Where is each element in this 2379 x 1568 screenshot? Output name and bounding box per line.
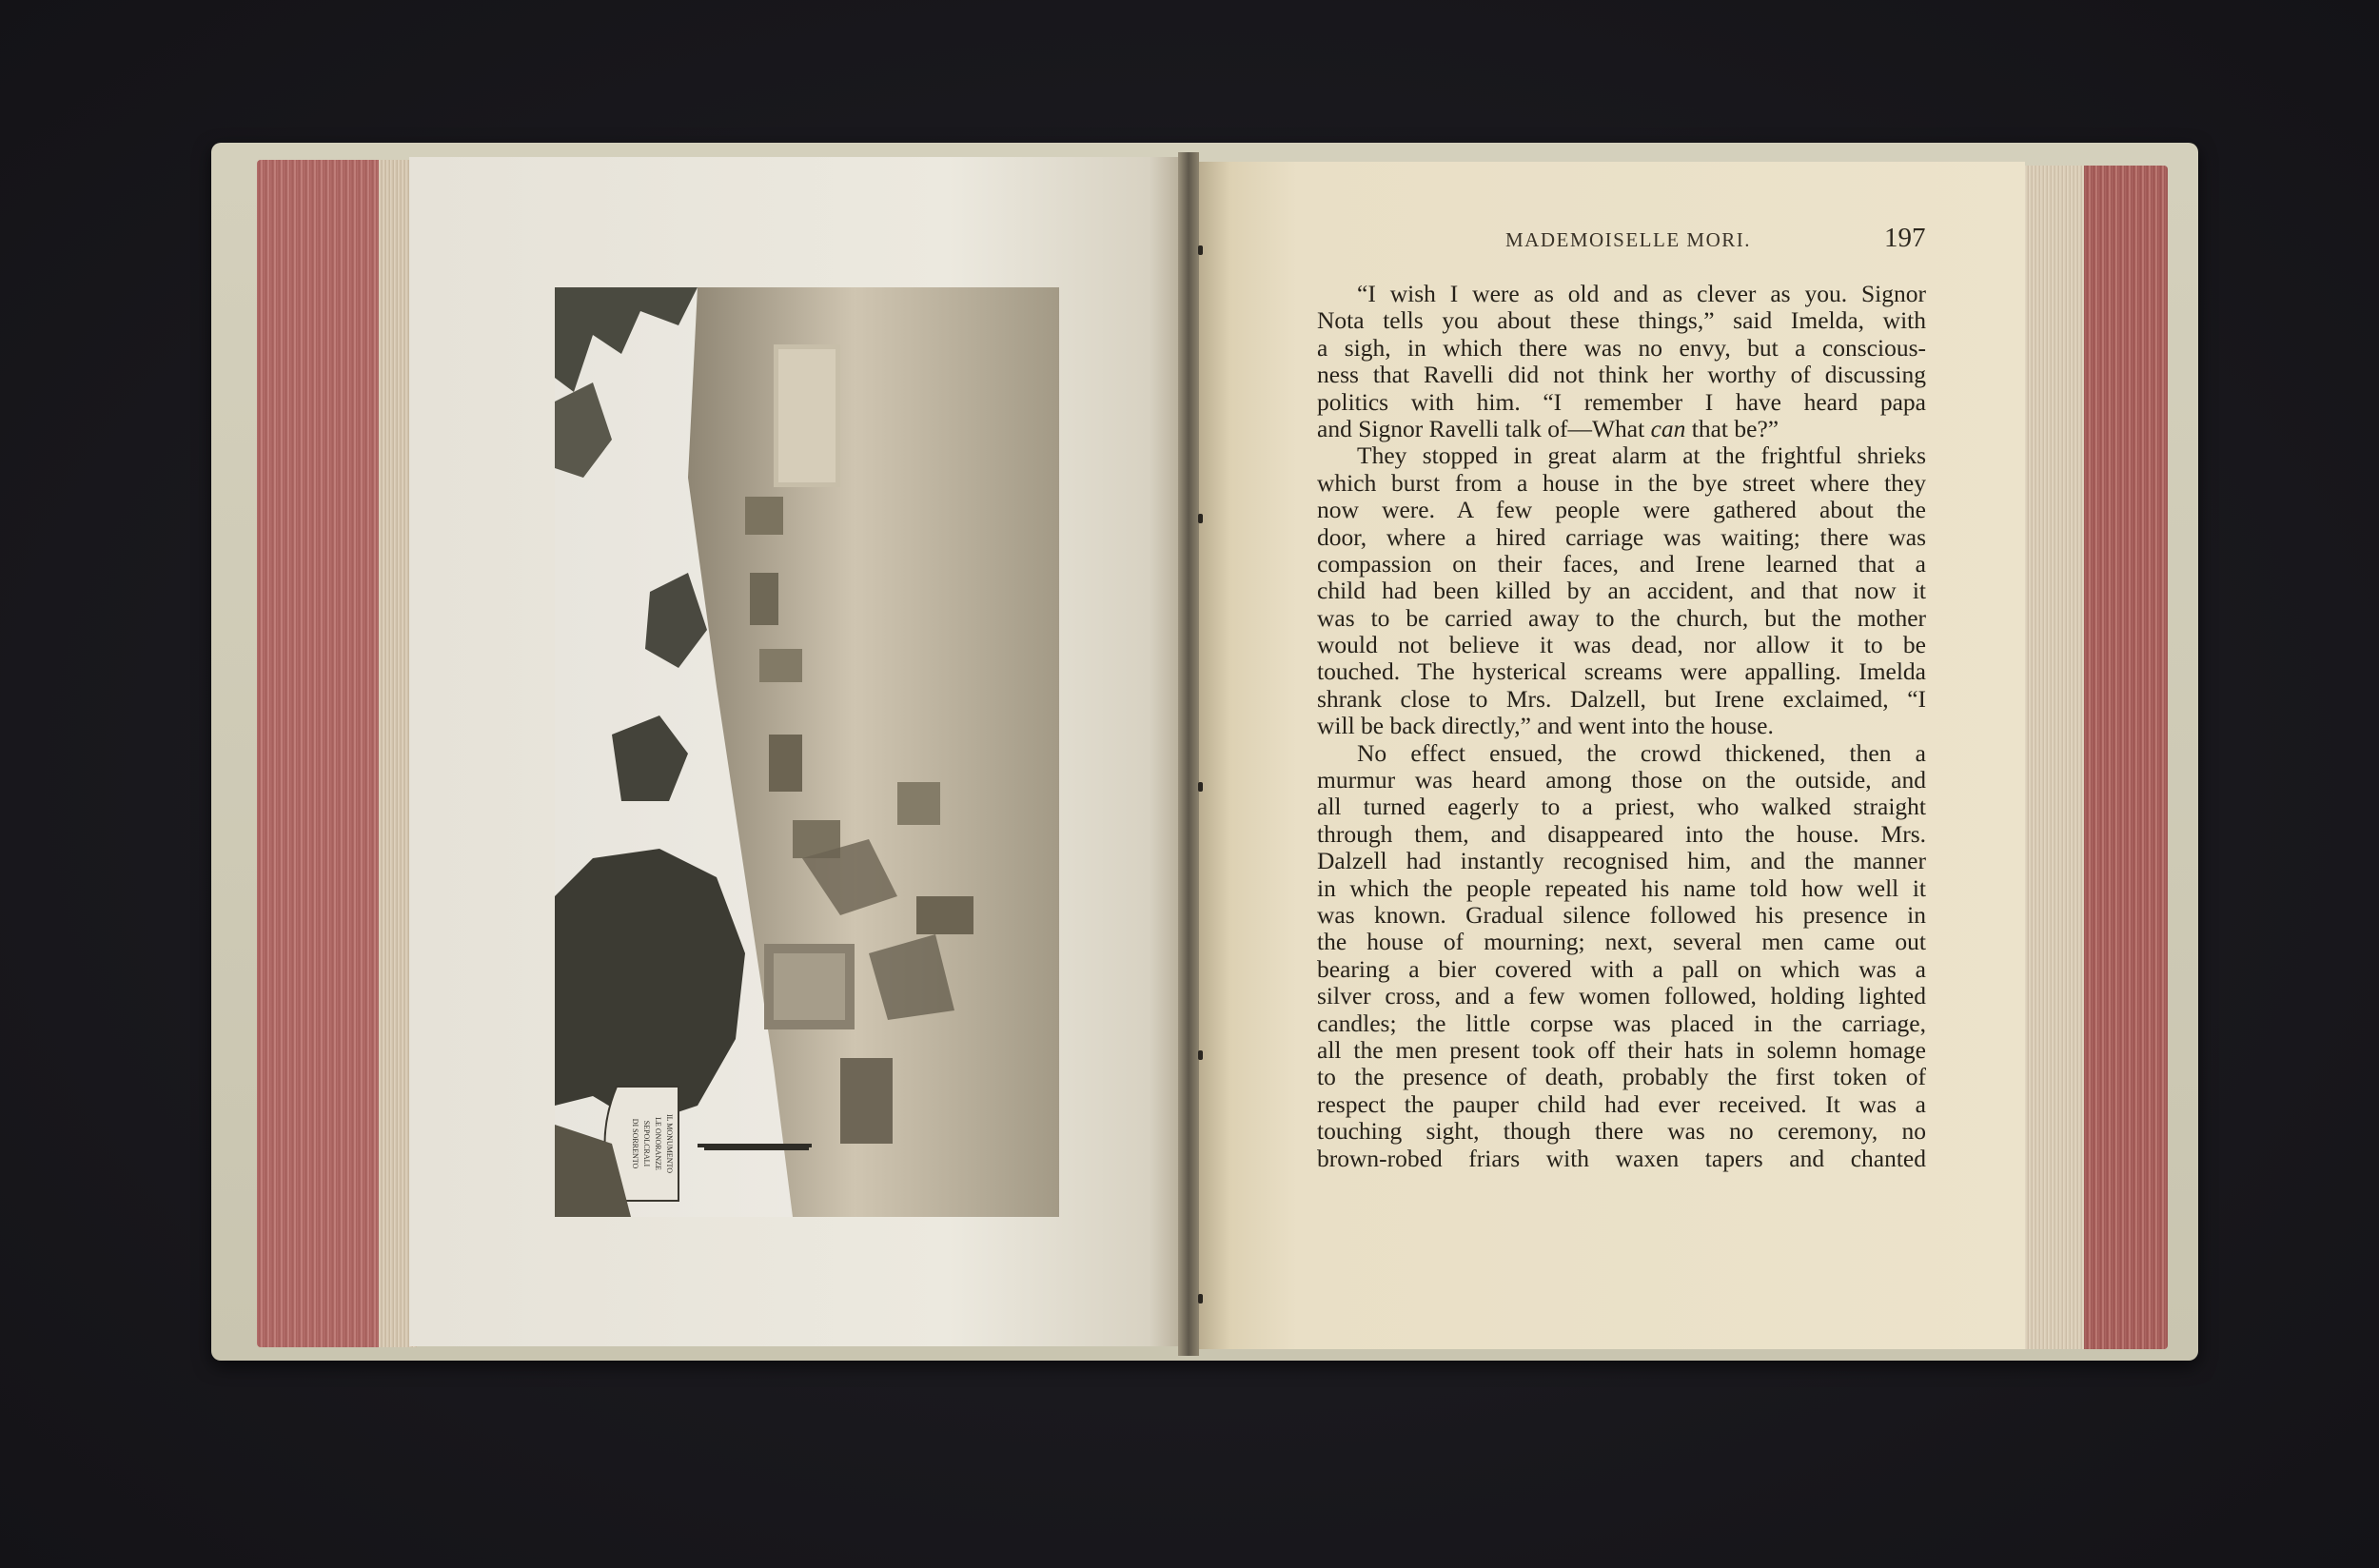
page-body-text bbox=[1317, 281, 1926, 1172]
text-line: and Signor Ravelli talk of—What can that be?” bbox=[1317, 414, 1779, 442]
page-number: 197 bbox=[1884, 223, 1926, 253]
text-line: all turned eagerly to a priest, who walked straight bbox=[1317, 793, 1926, 821]
text-line: Dalzell had instantly recognised him, and the manner bbox=[1317, 847, 1926, 875]
binding-stitch bbox=[1198, 1294, 1203, 1303]
sign-line: SEPOLCRALI bbox=[642, 1120, 651, 1167]
text-line: murmur was heard among those on the outside, and bbox=[1317, 766, 1926, 794]
text-line: which burst from a house in the bye street where they bbox=[1317, 468, 1926, 497]
text-line: compassion on their faces, and Irene learned that a bbox=[1317, 549, 1926, 578]
sign-line: DI SORRENTO bbox=[631, 1118, 639, 1169]
text-line: respect the pauper child had ever received. It was a bbox=[1317, 1089, 1926, 1118]
text-line: touching sight, though there was no ceremony, no bbox=[1317, 1117, 1926, 1146]
text-line: a sigh, in which there was no envy, but a conscious- bbox=[1317, 333, 1926, 362]
text-line: in which the people repeated his name told how well it bbox=[1317, 873, 1926, 902]
text-line: They stopped in great alarm at the frightful shrieks bbox=[1357, 441, 1926, 470]
text-line: through them, and disappeared into the house. Mrs. bbox=[1317, 819, 1926, 848]
binding-stitch bbox=[1198, 782, 1203, 792]
text-line: brown-robed friars with waxen tapers and chanted bbox=[1317, 1144, 1926, 1172]
text-line: was known. Gradual silence followed his presence in bbox=[1317, 900, 1926, 929]
text-line: now were. A few people were gathered about the bbox=[1317, 496, 1926, 524]
binding-stitch bbox=[1198, 245, 1203, 255]
text-line: bearing a bier covered with a pall on which was a bbox=[1317, 954, 1926, 983]
binding-stitch bbox=[1198, 514, 1203, 523]
text-line: all the men present took off their hats in solemn homage bbox=[1317, 1035, 1926, 1064]
text-line: ness that Ravelli did not think her worthy of discussing bbox=[1317, 361, 1926, 389]
text-line: was to be carried away to the church, but the mother bbox=[1317, 603, 1926, 632]
text-line: to the presence of death, probably the first token of bbox=[1317, 1063, 1926, 1091]
text-line: touched. The hysterical screams were appalling. Imelda bbox=[1317, 657, 1926, 686]
text-line: “I wish I were as old and as clever as you. Signor bbox=[1357, 280, 1926, 307]
text-line: door, where a hired carriage was waiting; there was bbox=[1317, 522, 1926, 551]
text-line: child had been killed by an accident, and that now it bbox=[1317, 577, 1926, 605]
photograph-plate[interactable] bbox=[555, 287, 1059, 1217]
text-line: would not believe it was dead, nor allow it to be bbox=[1317, 631, 1926, 659]
binding-stitch bbox=[1198, 1050, 1203, 1060]
text-line: candles; the little corpse was placed in the carriage, bbox=[1317, 1009, 1926, 1037]
text-line: politics with him. “I remember I have heard papa bbox=[1317, 387, 1926, 416]
running-head: MADEMOISELLE MORI. bbox=[1505, 228, 1751, 251]
sign-line: IL MONUMENTO bbox=[665, 1114, 674, 1173]
sign-line: LE ONORANZE bbox=[654, 1117, 662, 1170]
text-line: will be back directly,” and went into the house. bbox=[1317, 712, 1774, 740]
text-line: No effect ensued, the crowd thickened, then a bbox=[1357, 738, 1926, 767]
photograph-image bbox=[555, 287, 1059, 1217]
text-line: the house of mourning; next, several men came out bbox=[1317, 928, 1926, 956]
text-line: shrank close to Mrs. Dalzell, but Irene exclaimed, “I bbox=[1317, 684, 1926, 713]
text-line: silver cross, and a few women followed, holding lighted bbox=[1317, 982, 1926, 1010]
right-page-edges-inner bbox=[2025, 166, 2084, 1349]
text-line: Nota tells you about these things,” said Imelda, with bbox=[1317, 306, 1926, 335]
book-gutter bbox=[1178, 152, 1199, 1356]
text-line-italic-can bbox=[1317, 416, 1926, 442]
